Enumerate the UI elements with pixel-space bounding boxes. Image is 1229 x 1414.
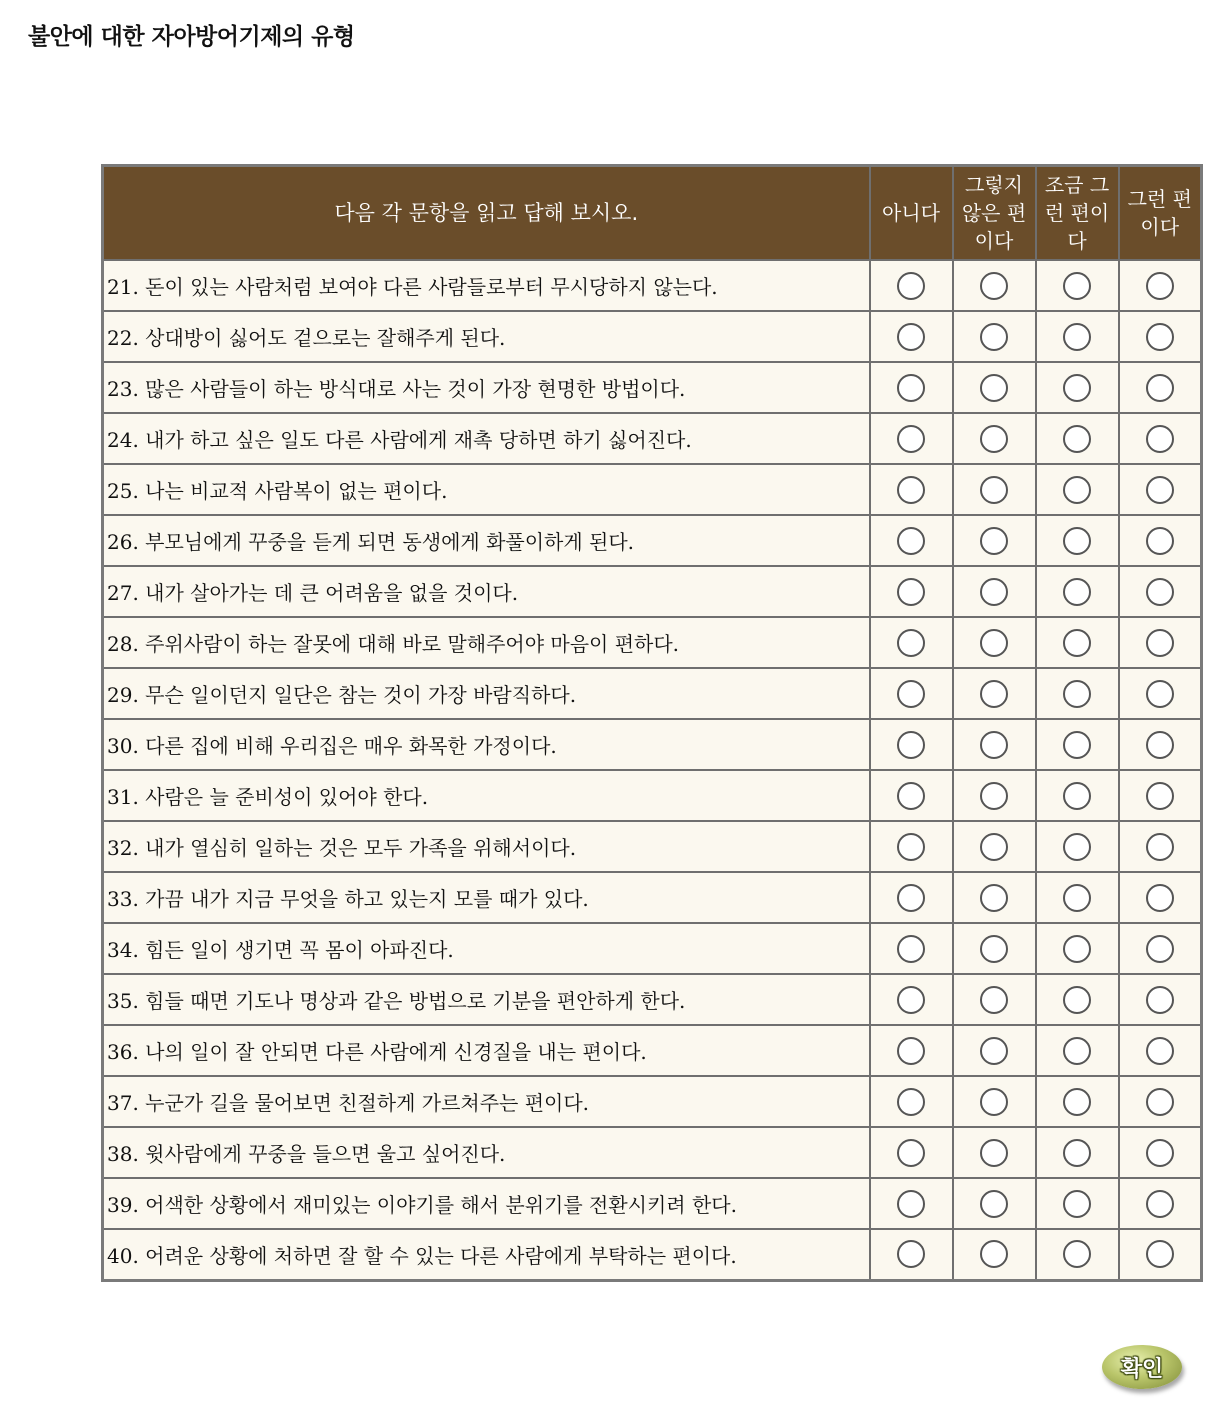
option-cell xyxy=(1119,515,1202,566)
option-cell xyxy=(870,1025,953,1076)
answer-radio-2[interactable] xyxy=(980,1037,1008,1065)
answer-radio-4[interactable] xyxy=(1146,272,1174,300)
answer-radio-3[interactable] xyxy=(1063,425,1091,453)
option-cell xyxy=(953,464,1036,515)
answer-radio-4[interactable] xyxy=(1146,986,1174,1014)
option-cell xyxy=(1036,719,1119,770)
option-cell xyxy=(953,260,1036,311)
answer-radio-1[interactable] xyxy=(897,1190,925,1218)
answer-radio-2[interactable] xyxy=(980,578,1008,606)
question-text: 30. 다른 집에 비해 우리집은 매우 화목한 가정이다. xyxy=(103,719,870,770)
answer-radio-3[interactable] xyxy=(1063,374,1091,402)
answer-radio-2[interactable] xyxy=(980,323,1008,351)
answer-radio-3[interactable] xyxy=(1063,1037,1091,1065)
option-cell xyxy=(870,974,953,1025)
answer-radio-4[interactable] xyxy=(1146,1037,1174,1065)
answer-radio-4[interactable] xyxy=(1146,476,1174,504)
answer-radio-3[interactable] xyxy=(1063,986,1091,1014)
option-cell xyxy=(1119,311,1202,362)
answer-radio-1[interactable] xyxy=(897,935,925,963)
option-cell xyxy=(870,311,953,362)
question-row xyxy=(103,1178,1202,1229)
option-cell xyxy=(1119,974,1202,1025)
question-row xyxy=(103,719,1202,770)
option-cell xyxy=(1036,260,1119,311)
option-cell xyxy=(953,362,1036,413)
question-row xyxy=(103,1076,1202,1127)
question-row xyxy=(103,515,1202,566)
option-cell xyxy=(870,770,953,821)
option-cell xyxy=(870,1178,953,1229)
question-text: 35. 힘들 때면 기도나 명상과 같은 방법으로 기분을 편안하게 한다. xyxy=(103,974,870,1025)
option-cell xyxy=(953,821,1036,872)
option-cell xyxy=(870,923,953,974)
option-cell xyxy=(870,413,953,464)
option-cell xyxy=(870,1127,953,1178)
answer-radio-2[interactable] xyxy=(980,680,1008,708)
answer-radio-2[interactable] xyxy=(980,1088,1008,1116)
answer-radio-4[interactable] xyxy=(1146,425,1174,453)
question-row xyxy=(103,464,1202,515)
option-cell xyxy=(1119,668,1202,719)
answer-radio-2[interactable] xyxy=(980,476,1008,504)
question-text: 22. 상대방이 싫어도 겉으로는 잘해주게 된다. xyxy=(103,311,870,362)
header-question: 다음 각 문항을 읽고 답해 보시오. xyxy=(103,166,870,261)
answer-radio-4[interactable] xyxy=(1146,1190,1174,1218)
answer-radio-4[interactable] xyxy=(1146,731,1174,759)
answer-radio-2[interactable] xyxy=(980,731,1008,759)
answer-radio-1[interactable] xyxy=(897,272,925,300)
answer-radio-4[interactable] xyxy=(1146,527,1174,555)
option-cell xyxy=(1119,770,1202,821)
answer-radio-2[interactable] xyxy=(980,527,1008,555)
option-cell xyxy=(1036,974,1119,1025)
option-cell xyxy=(1119,923,1202,974)
question-row xyxy=(103,362,1202,413)
answer-radio-1[interactable] xyxy=(897,527,925,555)
question-text: 33. 가끔 내가 지금 무엇을 하고 있는지 모를 때가 있다. xyxy=(103,872,870,923)
header-option-1: 아니다 xyxy=(870,166,953,261)
question-text: 34. 힘든 일이 생기면 꼭 몸이 아파진다. xyxy=(103,923,870,974)
option-cell xyxy=(870,464,953,515)
option-cell xyxy=(1119,719,1202,770)
answer-radio-2[interactable] xyxy=(980,374,1008,402)
answer-radio-3[interactable] xyxy=(1063,578,1091,606)
option-cell xyxy=(1036,821,1119,872)
option-cell xyxy=(1036,872,1119,923)
answer-radio-1[interactable] xyxy=(897,986,925,1014)
option-cell xyxy=(870,821,953,872)
option-cell xyxy=(1036,617,1119,668)
option-cell xyxy=(1036,923,1119,974)
option-cell xyxy=(953,668,1036,719)
question-text: 24. 내가 하고 싶은 일도 다른 사람에게 재촉 당하면 하기 싫어진다. xyxy=(103,413,870,464)
option-cell xyxy=(953,1127,1036,1178)
answer-radio-3[interactable] xyxy=(1063,782,1091,810)
answer-radio-2[interactable] xyxy=(980,884,1008,912)
question-row xyxy=(103,1025,1202,1076)
answer-radio-2[interactable] xyxy=(980,935,1008,963)
answer-radio-2[interactable] xyxy=(980,629,1008,657)
option-cell xyxy=(1036,1076,1119,1127)
question-row xyxy=(103,974,1202,1025)
option-cell xyxy=(870,1229,953,1280)
question-text: 29. 무슨 일이던지 일단은 참는 것이 가장 바람직하다. xyxy=(103,668,870,719)
answer-radio-3[interactable] xyxy=(1063,476,1091,504)
option-cell xyxy=(1036,362,1119,413)
page-title: 불안에 대한 자아방어기제의 유형 xyxy=(28,24,355,50)
option-cell xyxy=(1036,668,1119,719)
option-cell xyxy=(1036,515,1119,566)
option-cell xyxy=(953,311,1036,362)
answer-radio-2[interactable] xyxy=(980,1139,1008,1167)
answer-radio-4[interactable] xyxy=(1146,1240,1174,1268)
answer-radio-1[interactable] xyxy=(897,1139,925,1167)
header-row xyxy=(103,166,1202,261)
question-text: 38. 윗사람에게 꾸중을 들으면 울고 싶어진다. xyxy=(103,1127,870,1178)
option-cell xyxy=(953,719,1036,770)
answer-radio-1[interactable] xyxy=(897,884,925,912)
option-cell xyxy=(870,566,953,617)
question-text: 37. 누군가 길을 물어보면 친절하게 가르쳐주는 편이다. xyxy=(103,1076,870,1127)
question-text: 31. 사람은 늘 준비성이 있어야 한다. xyxy=(103,770,870,821)
confirm-label: 확인 xyxy=(1120,1356,1164,1382)
answer-radio-1[interactable] xyxy=(897,374,925,402)
answer-radio-1[interactable] xyxy=(897,1240,925,1268)
option-cell xyxy=(1119,1178,1202,1229)
option-cell xyxy=(870,260,953,311)
answer-radio-3[interactable] xyxy=(1063,1240,1091,1268)
question-text: 39. 어색한 상황에서 재미있는 이야기를 해서 분위기를 전환시키려 한다. xyxy=(103,1178,870,1229)
header-option-2: 그렇지 않은 편이다 xyxy=(953,166,1036,261)
answer-radio-4[interactable] xyxy=(1146,782,1174,810)
answer-radio-1[interactable] xyxy=(897,476,925,504)
answer-radio-3[interactable] xyxy=(1063,527,1091,555)
answer-radio-3[interactable] xyxy=(1063,629,1091,657)
answer-radio-1[interactable] xyxy=(897,578,925,606)
option-cell xyxy=(870,872,953,923)
answer-radio-2[interactable] xyxy=(980,1190,1008,1218)
question-row xyxy=(103,1127,1202,1178)
answer-radio-3[interactable] xyxy=(1063,935,1091,963)
option-cell xyxy=(953,566,1036,617)
question-row xyxy=(103,617,1202,668)
option-cell xyxy=(953,617,1036,668)
question-row xyxy=(103,260,1202,311)
answer-radio-4[interactable] xyxy=(1146,1139,1174,1167)
answer-radio-4[interactable] xyxy=(1146,629,1174,657)
answer-radio-1[interactable] xyxy=(897,731,925,759)
question-row xyxy=(103,311,1202,362)
option-cell xyxy=(953,923,1036,974)
header-option-3: 조금 그런 편이다 xyxy=(1036,166,1119,261)
option-cell xyxy=(953,1025,1036,1076)
option-cell xyxy=(1119,362,1202,413)
answer-radio-2[interactable] xyxy=(980,425,1008,453)
option-cell xyxy=(1119,1076,1202,1127)
question-text: 23. 많은 사람들이 하는 방식대로 사는 것이 가장 현명한 방법이다. xyxy=(103,362,870,413)
option-cell xyxy=(953,974,1036,1025)
answer-radio-1[interactable] xyxy=(897,782,925,810)
option-cell xyxy=(1036,413,1119,464)
option-cell xyxy=(1119,566,1202,617)
survey-table xyxy=(101,164,1203,1282)
header-option-4: 그런 편이다 xyxy=(1119,166,1202,261)
answer-radio-1[interactable] xyxy=(897,1088,925,1116)
option-cell xyxy=(1036,311,1119,362)
question-row xyxy=(103,821,1202,872)
option-cell xyxy=(1119,872,1202,923)
answer-radio-2[interactable] xyxy=(980,986,1008,1014)
option-cell xyxy=(870,668,953,719)
option-cell xyxy=(870,719,953,770)
option-cell xyxy=(953,515,1036,566)
answer-radio-4[interactable] xyxy=(1146,884,1174,912)
answer-radio-3[interactable] xyxy=(1063,731,1091,759)
confirm-button[interactable] xyxy=(1102,1345,1182,1389)
question-text: 32. 내가 열심히 일하는 것은 모두 가족을 위해서이다. xyxy=(103,821,870,872)
answer-radio-4[interactable] xyxy=(1146,1088,1174,1116)
answer-radio-2[interactable] xyxy=(980,1240,1008,1268)
question-row xyxy=(103,923,1202,974)
answer-radio-3[interactable] xyxy=(1063,1190,1091,1218)
option-cell xyxy=(1119,464,1202,515)
option-cell xyxy=(1119,821,1202,872)
question-text: 36. 나의 일이 잘 안되면 다른 사람에게 신경질을 내는 편이다. xyxy=(103,1025,870,1076)
option-cell xyxy=(1036,1229,1119,1280)
option-cell xyxy=(1036,1025,1119,1076)
question-text: 26. 부모님에게 꾸중을 듣게 되면 동생에게 화풀이하게 된다. xyxy=(103,515,870,566)
answer-radio-2[interactable] xyxy=(980,272,1008,300)
option-cell xyxy=(1036,1127,1119,1178)
question-text: 21. 돈이 있는 사람처럼 보여야 다른 사람들로부터 무시당하지 않는다. xyxy=(103,260,870,311)
question-text: 25. 나는 비교적 사람복이 없는 편이다. xyxy=(103,464,870,515)
option-cell xyxy=(953,1178,1036,1229)
answer-radio-4[interactable] xyxy=(1146,578,1174,606)
option-cell xyxy=(1119,413,1202,464)
answer-radio-3[interactable] xyxy=(1063,884,1091,912)
answer-radio-1[interactable] xyxy=(897,680,925,708)
option-cell xyxy=(1119,1127,1202,1178)
option-cell xyxy=(1036,770,1119,821)
answer-radio-3[interactable] xyxy=(1063,833,1091,861)
option-cell xyxy=(870,617,953,668)
answer-radio-3[interactable] xyxy=(1063,272,1091,300)
answer-radio-4[interactable] xyxy=(1146,680,1174,708)
answer-radio-1[interactable] xyxy=(897,323,925,351)
question-text: 27. 내가 살아가는 데 큰 어려움을 없을 것이다. xyxy=(103,566,870,617)
answer-radio-4[interactable] xyxy=(1146,374,1174,402)
option-cell xyxy=(1119,617,1202,668)
answer-radio-4[interactable] xyxy=(1146,833,1174,861)
option-cell xyxy=(953,413,1036,464)
option-cell xyxy=(953,1229,1036,1280)
answer-radio-3[interactable] xyxy=(1063,323,1091,351)
option-cell xyxy=(1119,1025,1202,1076)
option-cell xyxy=(870,1076,953,1127)
answer-radio-2[interactable] xyxy=(980,833,1008,861)
option-cell xyxy=(1036,1178,1119,1229)
option-cell xyxy=(870,362,953,413)
answer-radio-3[interactable] xyxy=(1063,680,1091,708)
answer-radio-4[interactable] xyxy=(1146,935,1174,963)
question-text: 28. 주위사람이 하는 잘못에 대해 바로 말해주어야 마음이 편하다. xyxy=(103,617,870,668)
option-cell xyxy=(1036,464,1119,515)
question-row xyxy=(103,668,1202,719)
question-row xyxy=(103,566,1202,617)
question-row xyxy=(103,1229,1202,1280)
question-row xyxy=(103,413,1202,464)
answer-radio-3[interactable] xyxy=(1063,1088,1091,1116)
answer-radio-3[interactable] xyxy=(1063,1139,1091,1167)
answer-radio-1[interactable] xyxy=(897,833,925,861)
answer-radio-1[interactable] xyxy=(897,425,925,453)
answer-radio-2[interactable] xyxy=(980,782,1008,810)
option-cell xyxy=(953,872,1036,923)
question-row xyxy=(103,770,1202,821)
answer-radio-4[interactable] xyxy=(1146,323,1174,351)
question-row xyxy=(103,872,1202,923)
option-cell xyxy=(953,770,1036,821)
option-cell xyxy=(870,515,953,566)
question-text: 40. 어려운 상황에 처하면 잘 할 수 있는 다른 사람에게 부탁하는 편이다. xyxy=(103,1229,870,1280)
option-cell xyxy=(1119,1229,1202,1280)
option-cell xyxy=(1036,566,1119,617)
option-cell xyxy=(1119,260,1202,311)
answer-radio-1[interactable] xyxy=(897,1037,925,1065)
answer-radio-1[interactable] xyxy=(897,629,925,657)
option-cell xyxy=(953,1076,1036,1127)
